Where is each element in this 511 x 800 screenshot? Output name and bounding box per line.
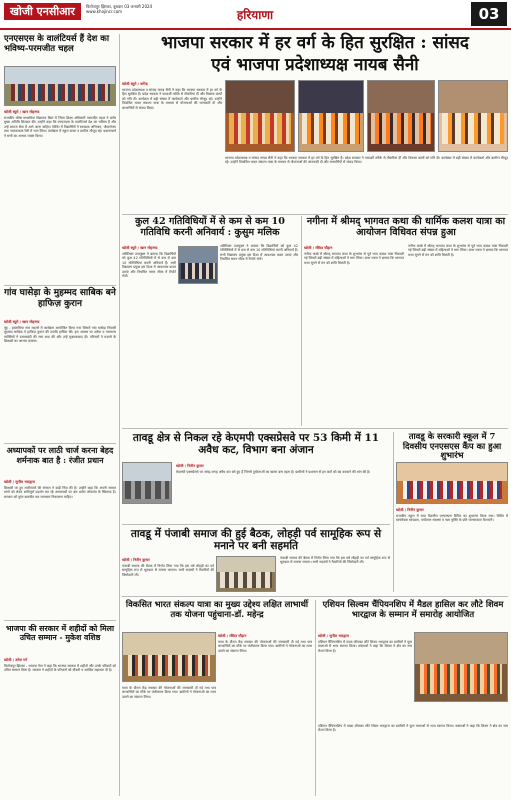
story-left-4-byline: खोजी / उमेश गर्ग — [4, 658, 28, 662]
lead-photo-4 — [438, 80, 508, 152]
story-bottom-5-photo — [414, 632, 508, 702]
story-bottom-5-text: एशियन चैंपियनशिप में पदक जीतकर लौटे शिवम भारद्वाज का ग्रामीणों ने फूल मालाओं से भव्य स्वागत किया। वक्ताओं ने कहा कि शिवम ने क्षेत्र का नाम रोशन किया है। — [318, 640, 412, 653]
story-bottom-3-text: राजकीय स्कूल में सात दिवसीय एनएसएस शिविर का शुभारंभ किया गया। शिविर में स्वयंसेवक स्वच्छता, पर्यावरण संरक्षण व नशा मुक्ति के प्रति जागरूकता फैलाएंगे। — [396, 514, 508, 523]
divider — [4, 443, 116, 444]
column-rule — [119, 34, 120, 796]
story-bottom-5-byline: खोजी / सुनील भारद्वाज — [318, 634, 349, 638]
story-left-1-headline: एनएसएस के वालंटियर्स हैं देश का भविष्य-परमजीत चहल — [4, 34, 110, 55]
story-mid-1-byline: खोजी ब्यूरो / खान मोहम्मद — [122, 246, 158, 250]
story-bottom-2-photo — [216, 556, 276, 592]
masthead — [0, 0, 511, 30]
lead-story-text: भाजपा प्रदेशाध्यक्ष व सांसद नायब सैनी ने कहा कि भाजपा सरकार में हर वर्ग के हित सुरक्षित हैं। प्रदेश सरकार ने पारदर्शी तरीके से नौकरियां दीं और विकास कार्यों को गति दी। कार्यक्रम में बड़ी संख्या में कार्यकर्ता और ग्रामीण मौजूद रहे। उन्होंने विकसित भारत संकल्प यात्रा के माध्यम से योजनाओं की जानकारी दी और लाभार्थियों से संवाद किया। — [122, 88, 222, 110]
story-left-1-body — [4, 108, 116, 206]
lead-story-byline: खोजी ब्यूरो / धर्मेन्द्र — [122, 82, 148, 86]
story-bottom-1-text: केएमपी एक्सप्रेसवे पर जगह-जगह अवैध कट बने हुए हैं जिनसे दुर्घटनाओं का खतरा बना रहता है। ग्रामीणों ने प्रशासन से इन कटों को बंद करवाने की मांग की है। — [176, 470, 371, 474]
story-left-1-photo — [4, 66, 116, 106]
story-bottom-4-body-2 — [122, 686, 216, 796]
story-left-3 — [4, 446, 116, 465]
story-left-2-byline: खोजी ब्यूरो / खान मोहम्मद — [4, 320, 40, 324]
story-left-1-byline: खोजी ब्यूरो / खान मोहम्मद — [4, 110, 40, 114]
story-left-1-text: राजकीय वरिष्ठ माध्यमिक विद्यालय बिवां में जिला शिक्षा अधिकारी परमजीत चहल ने बतौर मुख्य अतिथि शिरकत की। उन्होंने कहा कि एनएसएस के वालंटियर्स देश का भविष्य हैं और उन्हें समाज सेवा में आगे आना चाहिए। शिविर में विद्यार्थियों ने स्वच्छता अभियान, पौधारोपण तथा जागरूकता रैली में भाग लिया। कार्यक्रम में स्कूल स्टाफ व ग्रामीण मौजूद रहे। प्रधानाचार्य ने सभी का आभार व्यक्त किया। — [4, 116, 116, 138]
story-bottom-1-byline: खोजी / नितीन कुमार — [176, 464, 204, 468]
story-mid-2-text: नगीना कस्बे में श्रीमद् भागवत कथा के शुभारंभ से पूर्व भव्य कलश यात्रा निकाली गई जिसमें बड़ी संख्या में महिलाओं ने भाग लिया। कथा व्यास ने बताया कि भागवत कथा सुनने से मन को शांति मिलती है। — [304, 252, 404, 265]
lead-photo-3 — [367, 80, 435, 152]
story-left-3-body — [4, 478, 116, 618]
date-line-1: फिरोजपुर झिरका, बुधवार 03 जनवरी 2024 — [86, 4, 153, 9]
story-bottom-2-body — [122, 556, 214, 596]
divider — [122, 214, 508, 215]
story-mid-1-text: अतिरिक्त उपायुक्त ने बताया कि विद्यार्थियों को कुल 42 गतिविधियों में से कम से कम 10 गतिविधियां करनी अनिवार्य हैं। सभी विद्यालय प्रमुख इस दिशा में आवश्यक कदम उठाएं और निर्धारित समय सीमा में रिपोर्ट भेजें। — [122, 252, 176, 279]
story-mid-2-byline: खोजी / रविंदर चौहान — [304, 246, 333, 250]
lead-headline-line-2: एवं भाजपा प्रदेशाध्यक्ष नायब सैनी — [211, 55, 419, 75]
story-bottom-3-photo — [396, 462, 508, 504]
story-bottom-4-text: यात्रा के दौरान केंद्र सरकार की योजनाओं की जानकारी दी गई तथा पात्र लाभार्थियों का मौके पर पंजीकरण किया गया। ग्रामीणों ने योजनाओं का लाभ उठाने का संकल्प लिया। — [218, 640, 312, 653]
section-title: हरियाणा — [236, 8, 274, 22]
story-left-4 — [4, 624, 116, 643]
story-bottom-4-headline: विकसित भारत संकल्प यात्रा का मुख्य उद्देश्य लक्षित लाभार्थी तक योजना पहुंचाना-डॉ. महेन्द्र — [125, 599, 309, 619]
story-left-4-text: फिरोजपुर झिरका - भाजपा नेता ने कहा कि भाजपा सरकार में शहीदों और उनके परिवारों को उचित सम्मान मिला है। सरकार ने शहीदों के परिजनों को नौकरी व आर्थिक सहायता दी है। — [4, 664, 116, 673]
divider — [122, 428, 508, 429]
story-mid-2-body — [304, 244, 404, 424]
story-left-2 — [4, 288, 116, 310]
story-bottom-2-text-2: पंजाबी समाज की बैठक में निर्णय लिया गया कि इस वर्ष लोहड़ी का पर्व सामूहिक रूप से धूमधाम से मनाया जाएगा। सभी सदस्यों ने तैयारियों की जिम्मेदारी ली। — [280, 556, 390, 565]
story-left-2-body — [4, 318, 116, 388]
story-mid-1-body — [122, 244, 176, 332]
story-bottom-3-byline: खोजी / नितीन कुमार — [396, 508, 424, 512]
story-bottom-2-text: पंजाबी समाज की बैठक में निर्णय लिया गया कि इस वर्ष लोहड़ी का पर्व सामूहिक रूप से धूमधाम से मनाया जाएगा। सभी सदस्यों ने तैयारियों की जिम्मेदारी ली। — [122, 564, 214, 577]
lead-headline-line-1: भाजपा सरकार में हर वर्ग के हित सुरक्षित : सांसद — [161, 33, 469, 53]
story-mid-1-headline: कुल 42 गतिविधियों में से कम से कम 10 गतिविधि करनी अनिवार्य : कुसुम मलिक — [135, 216, 285, 239]
story-left-4-body — [4, 656, 116, 796]
story-mid-1-body-2 — [220, 244, 298, 424]
story-left-3-text: शिक्षकों पर हुए लाठीचार्ज की संगठन ने कड़ी निंदा की है। उन्होंने कहा कि अपनी जायज मांगों को लेकर शांतिपूर्ण प्रदर्शन कर रहे अध्यापकों पर बल प्रयोग लोकतंत्र के खिलाफ है। सरकार को तुरंत बातचीत कर समाधान निकालना चाहिए। — [4, 486, 116, 499]
divider — [4, 620, 116, 621]
divider — [122, 524, 390, 525]
brand-logo: खोजी एनसीआर — [4, 3, 81, 20]
story-mid-1-photo — [178, 246, 218, 284]
story-bottom-1-headline: तावडू क्षेत्र से निकल रहे केएमपी एक्सप्रेसवे पर 53 किमी में 11 अवैध कट, विभाग बना अंजान — [132, 432, 380, 457]
divider — [4, 285, 116, 286]
story-bottom-4-byline: खोजी / रविंदर चौहान — [218, 634, 247, 638]
story-left-3-headline: अध्यापकों पर लाठी चार्ज करना बेहद शर्मनाक बात है : रंजीत प्रधान — [6, 445, 114, 465]
story-bottom-2-body-2 — [280, 556, 390, 596]
story-left-1 — [4, 34, 116, 54]
story-left-4-headline: भाजपा की सरकार में शहीदों को मिला उचित सम्मान - मुकेश वशिष्ठ — [6, 624, 114, 643]
column-rule — [393, 432, 394, 592]
story-left-3-byline: खोजी / सुनील भारद्वाज — [4, 480, 35, 484]
story-bottom-2-byline: खोजी / नितीन कुमार — [122, 558, 150, 562]
date-line-2: www.khojincr.com — [86, 9, 123, 14]
column-rule — [301, 216, 302, 426]
story-bottom-4-body — [218, 632, 312, 796]
story-mid-2-body-2 — [408, 244, 508, 424]
story-mid-2-headline: नगीना में श्रीमद् भागवत कथा की धार्मिक कलश यात्रा का आयोजन विधिवत संपन्न हुआ — [306, 216, 506, 239]
story-mid-2-text-2: नगीना कस्बे में श्रीमद् भागवत कथा के शुभारंभ से पूर्व भव्य कलश यात्रा निकाली गई जिसमें बड़ी संख्या में महिलाओं ने भाग लिया। कथा व्यास ने बताया कि भागवत कथा सुनने से मन को शांति मिलती है। — [408, 244, 508, 257]
lead-story-text-continued: भाजपा प्रदेशाध्यक्ष व सांसद नायब सैनी ने कहा कि भाजपा सरकार में हर वर्ग के हित सुरक्षित हैं। प्रदेश सरकार ने पारदर्शी तरीके से नौकरियां दीं और विकास कार्यों को गति दी। कार्यक्रम में बड़ी संख्या में कार्यकर्ता और ग्रामीण मौजूद रहे। उन्होंने विकसित भारत संकल्प यात्रा के माध्यम से योजनाओं की जानकारी दी और लाभार्थियों से संवाद किया। — [225, 156, 508, 165]
story-bottom-5-text-2: एशियन चैंपियनशिप में पदक जीतकर लौटे शिवम भारद्वाज का ग्रामीणों ने फूल मालाओं से भव्य स्वागत किया। वक्ताओं ने कहा कि शिवम ने क्षेत्र का नाम रोशन किया है। — [318, 724, 508, 733]
story-bottom-5-body — [318, 632, 412, 722]
lead-photo-1 — [225, 80, 295, 152]
story-bottom-1-body — [176, 462, 390, 522]
story-bottom-3-body — [396, 506, 508, 592]
lead-story-continued — [225, 156, 508, 212]
story-bottom-4-text-2: यात्रा के दौरान केंद्र सरकार की योजनाओं की जानकारी दी गई तथा पात्र लाभार्थियों का मौके पर पंजीकरण किया गया। ग्रामीणों ने योजनाओं का लाभ उठाने का संकल्प लिया। — [122, 686, 216, 699]
story-mid-1-text-2: अतिरिक्त उपायुक्त ने बताया कि विद्यार्थियों को कुल 42 गतिविधियों में से कम से कम 10 गतिविधियां करनी अनिवार्य हैं। सभी विद्यालय प्रमुख इस दिशा में आवश्यक कदम उठाएं और निर्धारित समय सीमा में रिपोर्ट भेजें। — [220, 244, 298, 262]
divider — [122, 596, 508, 597]
story-bottom-2-headline: तावडू में पंजाबी समाज की हुई बैठक, लोहड़ी पर्व सामूहिक रूप से मनाने पर बनी सहमति — [130, 528, 382, 553]
story-left-2-headline: गांव घासेड़ा के मुहम्मद साबिक बने हाफिज़ कुरान — [4, 288, 116, 309]
column-rule — [315, 600, 316, 796]
story-left-2-text: नूंह - इस्लामिया नाम मदरसे में कार्यक्रम आयोजित किया गया जिसमें गांव घासेड़ा निवासी मुहम्मद साबिक ने हाफिज़ कुरान की उपाधि हासिल की। इस अवसर पर उलेमा व गणमान्य व्यक्तियों ने दस्तारबंदी की रस्म अदा की और उन्हें मुबारकबाद दी। परिजनों ने मदरसे के शिक्षकों का आभार जताया। — [4, 326, 116, 344]
story-bottom-4-photo — [122, 632, 216, 682]
story-bottom-3-headline: तावडू के सरकारी स्कूल में 7 दिवसीय एनएसएस कैंप का हुआ शुभारंभ — [402, 431, 502, 461]
story-bottom-1-photo-1 — [122, 462, 172, 504]
story-bottom-5-body-2 — [318, 724, 508, 796]
lead-photo-2 — [298, 80, 364, 152]
page-number: 03 — [471, 2, 507, 26]
dateline — [86, 4, 152, 14]
story-bottom-5-headline: एशियन सिल्वम चैंपियनशिप में मैडल हासिल कर लौटे शिवम भारद्वाज के सम्मान में समारोह आयोजित — [322, 599, 504, 619]
